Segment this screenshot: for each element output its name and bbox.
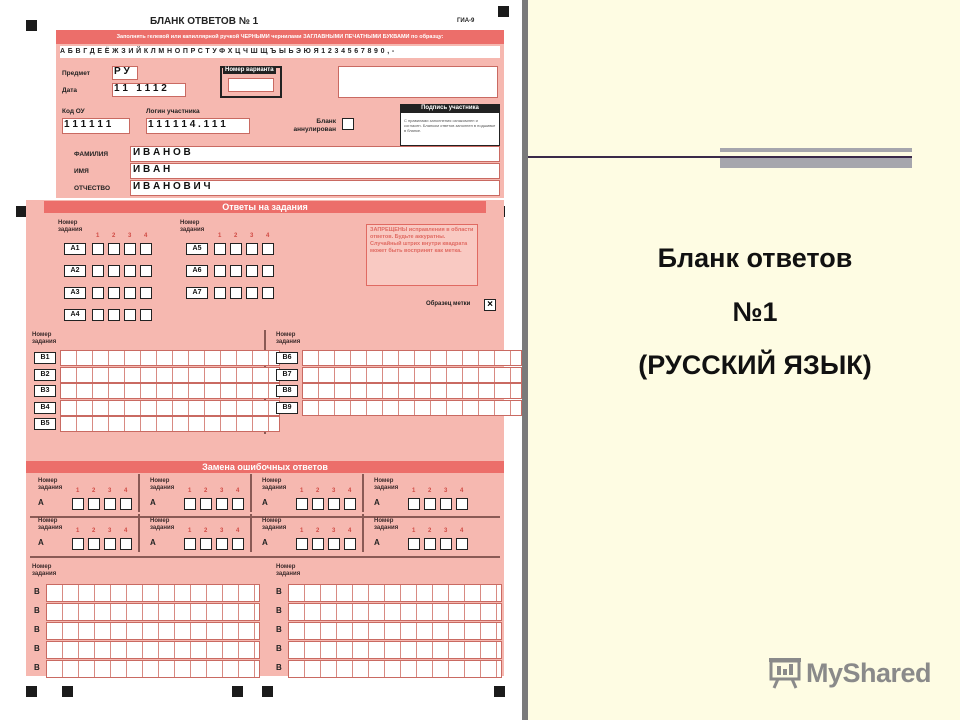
slide-title-line-2: №1 [732,297,778,327]
replace-grid-row [46,603,260,621]
answer-checkbox [262,265,274,277]
column-number: 2 [112,233,116,239]
column-number: 1 [76,488,80,494]
login-value: 1 1 1 1 1 4 . 1 1 1 [148,119,226,130]
column-number: 3 [128,233,132,239]
replace-a-letter: А [150,498,156,507]
decor-bar-bottom [720,158,912,168]
answer-checkbox [124,265,136,277]
answer-checkbox [108,243,120,255]
replace-b-label-left: Номер задания [32,564,57,577]
answer-grid-row [302,383,522,399]
answer-grid-row [302,350,522,366]
replace-grid-row [46,641,260,659]
column-number: 2 [92,528,96,534]
replace-a-letter: А [374,538,380,547]
column-number: 4 [236,488,240,494]
column-number: 4 [124,488,128,494]
column-number: 2 [204,488,208,494]
replace-checkbox [232,538,244,550]
registration-mark [26,20,37,31]
answer-grid-row [60,416,280,432]
column-number: 3 [220,488,224,494]
replace-task-label: Номер задания [262,518,287,531]
replace-checkbox [216,498,228,510]
answers-header: Ответы на задания [44,201,486,213]
instruction-bar: Заполнять гелевой или капиллярной ручкой ЧЕРНЫМИ чернилами ЗАГЛАВНЫМИ ПЕЧАТНЫМИ БУКВАМИ по образцу: [56,30,504,44]
registration-mark [26,686,37,697]
answer-grid-row [60,400,280,416]
column-number: 3 [332,528,336,534]
replace-checkbox [456,538,468,550]
column-number: 3 [332,488,336,494]
replace-checkbox [344,538,356,550]
replace-checkbox [216,538,228,550]
replace-grid-row [288,660,502,678]
correction-warning: ЗАПРЕЩЕНЫ исправления в области ответов. Будьте аккуратны. Случайный штрих внутри квадрата может быть воспринят как метка. [366,224,478,286]
answer-grid-row [60,350,280,366]
page-edge-shadow [522,0,528,720]
replace-checkbox [328,538,340,550]
answer-checkbox [230,243,242,255]
replace-grid-row [288,622,502,640]
replace-b-letter: В [34,625,40,634]
form-code: ГИА-9 [457,18,475,24]
replace-checkbox [232,498,244,510]
replace-checkbox [312,498,324,510]
column-number: 3 [444,528,448,534]
task-tag: А5 [186,243,208,255]
registration-mark [62,686,73,697]
column-number: 2 [204,528,208,534]
sample-mark-label: Образец метки [426,301,471,307]
column-number: 4 [124,528,128,534]
replace-grid-row [46,584,260,602]
replace-b-letter: В [34,663,40,672]
task-tag: А3 [64,287,86,299]
column-number: 4 [266,233,270,239]
replace-divider [362,514,364,552]
replace-grid-row [288,584,502,602]
replace-divider [138,474,140,512]
column-number: 1 [300,488,304,494]
answer-checkbox [92,287,104,299]
replace-row-rule [30,556,500,558]
login-label: Логин участника [146,108,200,115]
replace-checkbox [120,498,132,510]
answer-grid-row [60,383,280,399]
column-number: 4 [460,488,464,494]
slide-title-line-3: (РУССКИЙ ЯЗЫК) [638,350,872,380]
column-number: 2 [428,528,432,534]
column-number: 3 [108,528,112,534]
column-number: 1 [412,528,416,534]
task-number-label-b-left: Номер задания [32,332,57,345]
replace-b-label-right: Номер задания [276,564,301,577]
task-tag: В7 [276,369,298,381]
task-tag: В8 [276,385,298,397]
signature-note: С правилами заполнения ознакомлен и согласен. Бланком ответов заполнен в подшивке в бланке. [404,118,496,133]
column-number: 4 [348,488,352,494]
myshared-logo[interactable] [768,656,931,690]
answer-checkbox [92,243,104,255]
replace-checkbox [328,498,340,510]
annulled-checkbox [342,118,354,130]
name-value: И В А Н [133,164,171,175]
replace-b-letter: В [276,644,282,653]
task-number-label-a-right: Номер задания [180,220,205,233]
answer-checkbox [92,265,104,277]
replace-b-letter: В [276,625,282,634]
signature-label: Подпись участника [400,104,500,113]
column-number: 3 [220,528,224,534]
answer-checkbox [124,309,136,321]
registration-mark [262,686,273,697]
answer-grid-row [302,400,522,416]
replace-task-label: Номер задания [38,478,63,491]
name-label: ИМЯ [74,168,89,175]
extra-field [338,66,498,98]
answer-checkbox [140,265,152,277]
replace-task-label: Номер задания [150,478,175,491]
registration-mark [232,686,243,697]
replace-divider [250,514,252,552]
replace-task-label: Номер задания [374,518,399,531]
replace-checkbox [344,498,356,510]
task-number-label-b-right: Номер задания [276,332,301,345]
replace-b-letter: В [34,644,40,653]
task-tag: В1 [34,352,56,364]
replace-a-letter: А [262,498,268,507]
answer-checkbox [108,265,120,277]
replace-checkbox [120,538,132,550]
name-field [130,163,500,179]
column-number: 4 [144,233,148,239]
registration-mark [498,6,509,17]
task-number-label-a-left: Номер задания [58,220,83,233]
task-tag: В5 [34,418,56,430]
replace-checkbox [184,498,196,510]
task-tag: В4 [34,402,56,414]
registration-mark [494,686,505,697]
replace-checkbox [104,498,116,510]
column-number: 2 [428,488,432,494]
replace-checkbox [88,498,100,510]
column-number: 2 [234,233,238,239]
answer-checkbox [124,243,136,255]
replace-b-letter: В [34,606,40,615]
sample-chars: АБВГДЕЁЖЗИЙКЛМНОПРСТУФХЦЧШЩЪЫЬЭЮЯ1234567890,- [60,46,500,58]
answer-grid-row [302,367,522,383]
answer-checkbox [124,287,136,299]
replace-checkbox [424,498,436,510]
answer-checkbox [92,309,104,321]
ou-label: Код ОУ [62,108,85,115]
slide-title-line-1: Бланк ответов [657,243,853,273]
replace-task-label: Номер задания [38,518,63,531]
answer-checkbox [262,287,274,299]
answer-checkbox [230,265,242,277]
replace-grid-row [288,641,502,659]
replace-checkbox [200,498,212,510]
answer-checkbox [108,287,120,299]
replace-checkbox [104,538,116,550]
date-value: 1 1 1 1 1 2 [114,83,167,94]
replace-a-letter: А [262,538,268,547]
answer-checkbox [262,243,274,255]
task-tag: В6 [276,352,298,364]
answer-checkbox [230,287,242,299]
replace-b-letter: В [276,663,282,672]
column-number: 2 [92,488,96,494]
replace-divider [250,474,252,512]
task-tag: А4 [64,309,86,321]
replace-checkbox [72,498,84,510]
replace-b-letter: В [276,587,282,596]
column-number: 1 [188,528,192,534]
annulled-label: Бланк аннулирован [293,118,336,133]
date-label: Дата [62,87,78,94]
replace-checkbox [312,538,324,550]
task-tag: А1 [64,243,86,255]
patronymic-value: И В А Н О В И Ч [133,181,211,192]
column-number: 4 [236,528,240,534]
subject-value: Р У [114,66,130,77]
column-number: 3 [108,488,112,494]
column-number: 1 [76,528,80,534]
answer-grid-row [60,367,280,383]
column-number: 1 [300,528,304,534]
patronymic-label: ОТЧЕСТВО [74,185,111,192]
column-number: 1 [412,488,416,494]
replace-grid-row [46,622,260,640]
logo-text: MyShared [806,657,932,688]
column-number: 3 [444,488,448,494]
column-number: 2 [316,488,320,494]
answer-checkbox [214,243,226,255]
replace-task-label: Номер задания [374,478,399,491]
replace-header: Замена ошибочных ответов [26,461,504,473]
replace-a-letter: А [38,498,44,507]
replace-task-label: Номер задания [262,478,287,491]
answer-checkbox [246,287,258,299]
column-number: 4 [460,528,464,534]
ou-value: 1 1 1 1 1 1 [64,119,112,130]
answer-checkbox [140,309,152,321]
column-number: 1 [218,233,222,239]
task-tag: В2 [34,369,56,381]
replace-a-letter: А [374,498,380,507]
presentation-board-icon [768,657,802,689]
replace-divider [138,514,140,552]
sample-mark-icon: × [484,299,496,311]
replace-grid-row [46,660,260,678]
column-number: 1 [96,233,100,239]
replace-task-label: Номер задания [150,518,175,531]
replace-divider [362,474,364,512]
replace-checkbox [424,538,436,550]
answer-checkbox [214,265,226,277]
task-tag: А6 [186,265,208,277]
replace-checkbox [296,538,308,550]
replace-b-letter: В [34,587,40,596]
replace-a-letter: А [38,538,44,547]
answer-checkbox [140,287,152,299]
answer-checkbox [246,265,258,277]
surname-value: И В А Н О В [133,147,191,158]
task-tag: А2 [64,265,86,277]
column-number: 4 [348,528,352,534]
replace-b-letter: В [276,606,282,615]
column-number: 1 [188,488,192,494]
decor-bar-top [720,148,912,152]
replace-checkbox [440,498,452,510]
replace-a-letter: А [150,538,156,547]
replace-checkbox [440,538,452,550]
replace-checkbox [456,498,468,510]
subject-label: Предмет [62,70,90,77]
answer-checkbox [246,243,258,255]
task-tag: А7 [186,287,208,299]
replace-grid-row [288,603,502,621]
replace-checkbox [296,498,308,510]
surname-label: ФАМИЛИЯ [74,151,109,158]
task-tag: В3 [34,385,56,397]
variant-field [228,78,274,92]
form-title: БЛАНК ОТВЕТОВ № 1 [150,16,259,27]
column-number: 2 [316,528,320,534]
answer-checkbox [108,309,120,321]
replace-checkbox [72,538,84,550]
replace-checkbox [184,538,196,550]
answer-checkbox [140,243,152,255]
replace-checkbox [408,498,420,510]
replace-checkbox [88,538,100,550]
column-number: 3 [250,233,254,239]
task-tag: В9 [276,402,298,414]
variant-label: Номер варианта [225,67,274,73]
answer-checkbox [214,287,226,299]
replace-checkbox [408,538,420,550]
replace-checkbox [200,538,212,550]
